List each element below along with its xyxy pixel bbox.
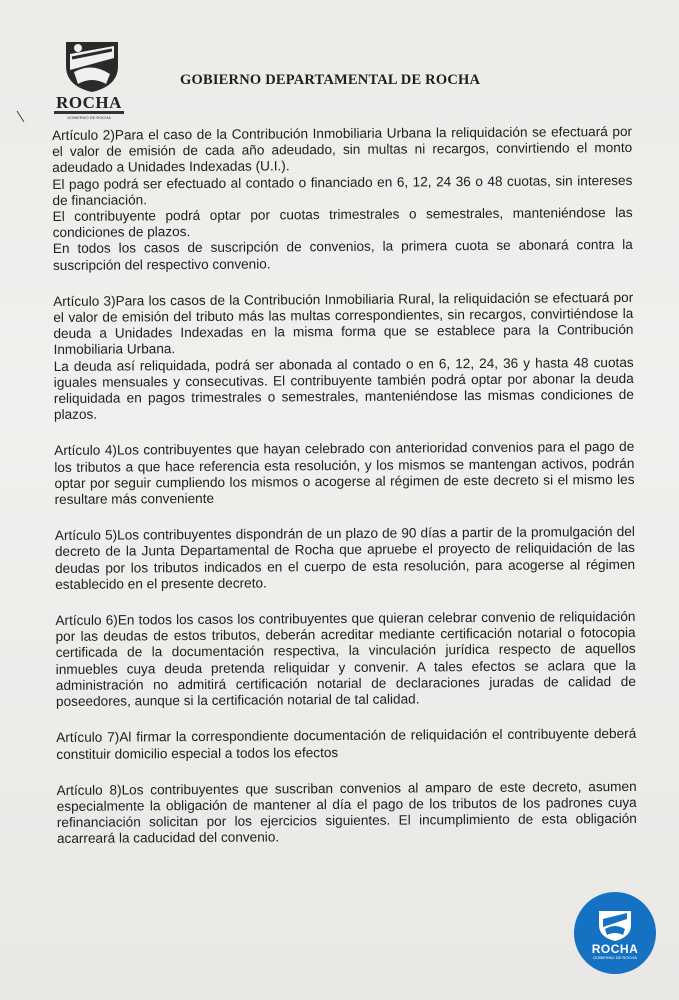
page-title: GOBIERNO DEPARTAMENTAL DE ROCHA <box>180 72 481 88</box>
article-paragraph: El pago podrá ser efectuado al contado o financiado en 6, 12, 24 36 o 48 cuotas, sin intereses de financiación. <box>52 172 633 208</box>
article-paragraph: Artículo 8)Los contribuyentes que suscriban convenios al amparo de este decreto, asumen especialmente la obligación de mantener al día el pago de los tributos de los padrones cuya refinanciación solicitan por los ejercicios siguientes. El incumplimiento de esta obligación acarreará la caducidad del convenio. <box>56 778 637 847</box>
article-paragraph: La deuda así reliquidada, podrá ser abonada al contado o en 6, 12, 24, 36 y hasta 48 cuotas iguales mensuales y consecutivas. El contribuyente también podrá optar por abonar la deuda reliquidada en pagos trimestrales o semestrales, manteniéndose las mismas condiciones de plazos. <box>53 354 634 423</box>
article-paragraph: Artículo 3)Para los casos de la Contribución Inmobiliaria Rural, la reliquidación se efectuará por el valor de emisión del tributo más las multas correspondientes, sin recargos, convirtiéndose la deuda a Unidades Indexadas en la misma forma que se establece para la Contribución Inmobiliaria Urbana. <box>53 289 634 358</box>
article-paragraph: Artículo 6)En todos los casos los contribuyentes que quieran celebrar convenio de reliquidación por las deudas de estos tributos, deberán acreditar mediante certificación notarial o fotocopia certificada de la documentación respectiva, la vinculación jurídica respecto de aquellos inmuebles cuya deuda pretenda reliquidar y convenir. A tales efectos se aclara que la administración no admitirá certificación notarial de declaraciones juradas de calidad de poseedores, aunque si la certificación notarial de tal calidad. <box>55 609 636 710</box>
rocha-logo <box>54 36 132 120</box>
logo-subtext: GOBIERNO DE ROCHA <box>67 115 111 120</box>
article-paragraph: Artículo 4)Los contribuyentes que hayan celebrado con anterioridad convenios para el pago de los tributos a que hace referencia esta resolución, y los mismos se mantengan activos, podrán optar por seguir cumpliendo los mismos o acogerse al régimen de este decreto si el mismo les resultare más conveniente <box>54 439 635 508</box>
coat-of-arms-icon <box>62 36 122 94</box>
badge-text: ROCHA <box>591 941 639 956</box>
article-paragraph: El contribuyente podrá optar por cuotas trimestrales o semestrales, manteniéndose las condiciones de plazos. <box>52 204 633 241</box>
article-paragraph: En todos los casos de suscripción de convenios, la primera cuota se abonará contra la suscripción del respectivo convenio. <box>52 237 633 273</box>
article-6 <box>55 609 636 710</box>
article-8 <box>57 779 637 848</box>
article-7 <box>56 726 636 762</box>
article-paragraph: Artículo 7)Al firmar la correspondiente documentación de reliquidación el contribuyente deberá constituir domicilio especial a todos los efectos <box>56 726 637 762</box>
rocha-badge <box>574 892 656 974</box>
article-paragraph: Artículo 2)Para el caso de la Contribución Inmobiliaria Urbana la reliquidación se efectuará por el valor de emisión de cada año adeudado, sin multas ni recargos, convirtiendo el monto adeudado a Unidades Indexadas (U.I.). <box>52 123 633 176</box>
pen-mark <box>16 110 26 124</box>
logo-text: ROCHA <box>54 94 124 114</box>
article-5 <box>55 524 635 593</box>
article-2 <box>52 124 633 274</box>
badge-subtext: GOBIERNO DE ROCHA <box>593 954 637 960</box>
article-paragraph: Artículo 5)Los contribuyentes dispondrán de un plazo de 90 días a partir de la promulgación del decreto de la Junta Departamental de Rocha que apruebe el proyecto de reliquidación de las deudas por los tributos indicados en el cuerpo de esta resolución, para acogerse al régimen establecido en el presente decreto. <box>54 524 636 592</box>
article-3 <box>53 290 634 424</box>
article-4 <box>54 439 634 508</box>
coat-of-arms-icon <box>595 907 635 943</box>
document-body <box>52 124 637 868</box>
